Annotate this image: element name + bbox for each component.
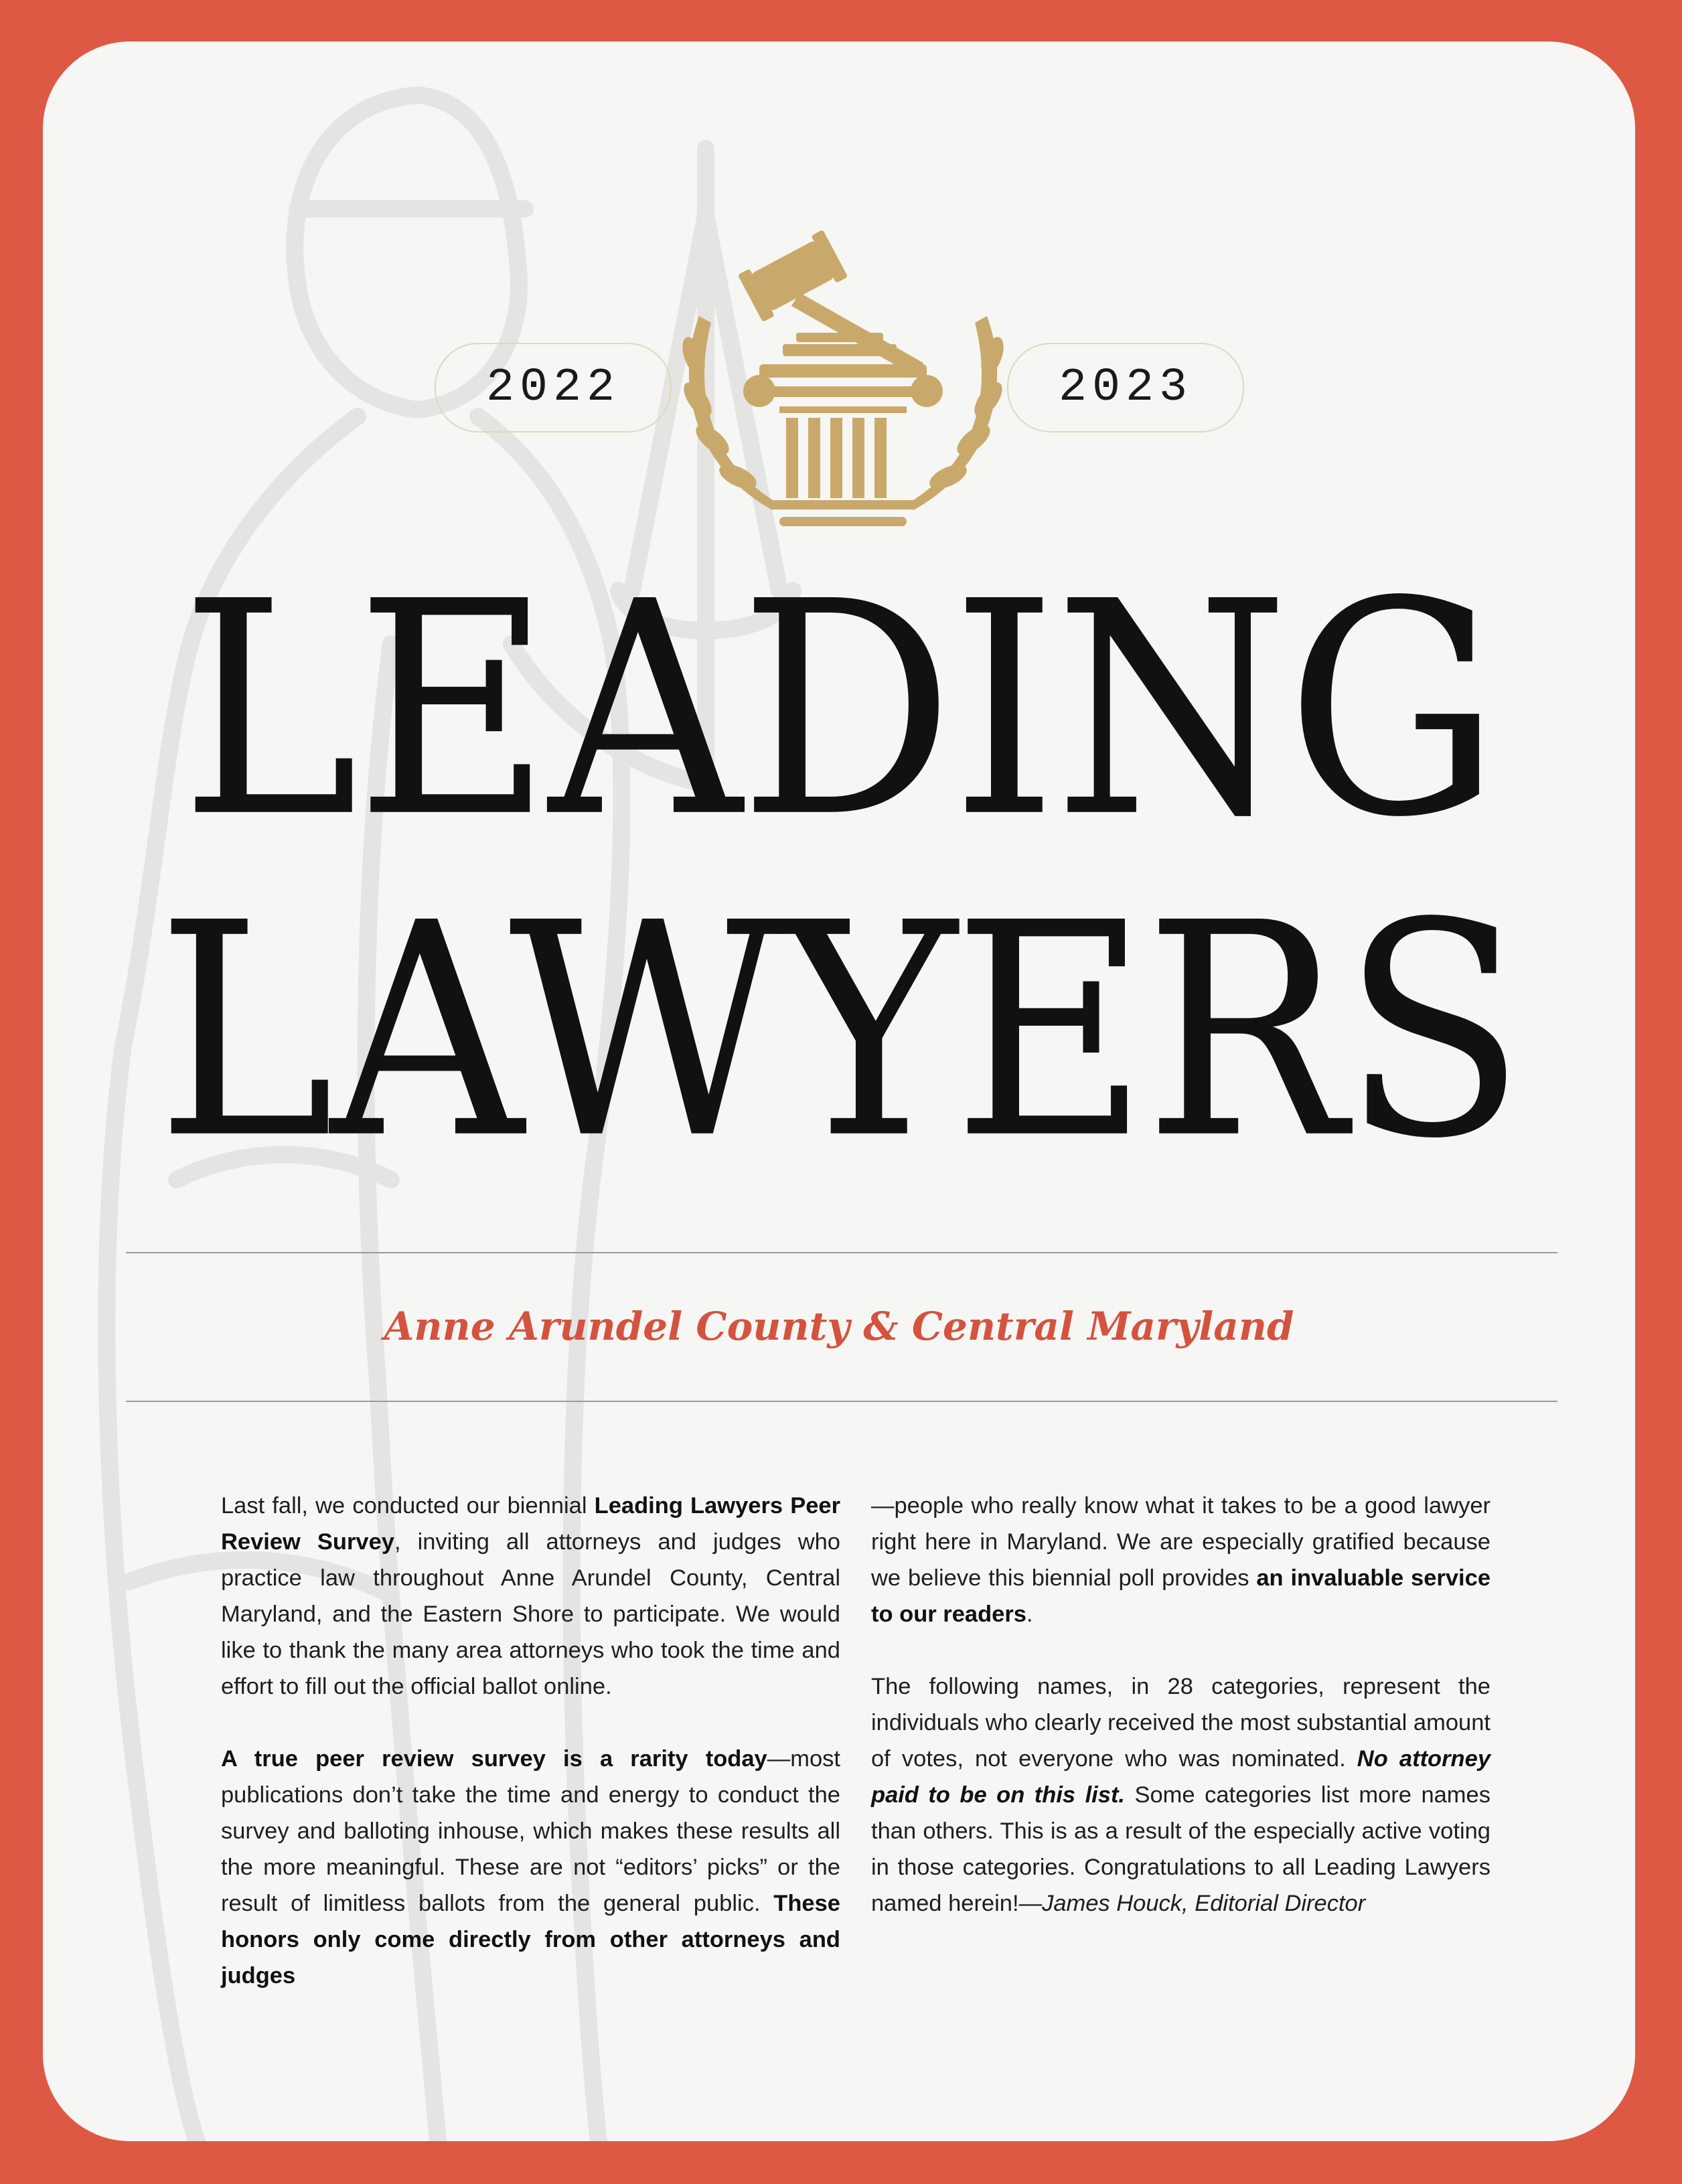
peer-review-paragraph: A true peer review survey is a rarity today—most publications don’t take the time and energy to conduct the survey and balloting inhouse, which makes these results all the more meaningful. These are not “editors’ picks” or the result of limitless ballots from the general public. These honors only come directly from other attorneys and judges: [221, 1746, 840, 1988]
year-end-label: 2023: [1007, 343, 1244, 433]
body-column-left: [221, 1488, 840, 2030]
gavel-column-laurel-emblem: [659, 216, 1027, 550]
editor-signature: —James Houck, Editorial Director: [1018, 1891, 1366, 1916]
intro-paragraph: Last fall, we conducted our biennial Leading Lawyers Peer Review Survey, inviting all attorneys and judges who practice law throughout Anne Arundel County, Central Maryland, and the Eastern Shore to participate. We would like to thank the many area attorneys who took the time and effort to fill out the official ballot online.: [221, 1493, 841, 1699]
page-card: [43, 42, 1635, 2141]
title-leading: LEADING: [180, 539, 1498, 882]
body-column-right: [871, 1488, 1490, 1958]
divider-bottom: [126, 1401, 1557, 1402]
region-subtitle: Anne Arundel County & Central Maryland: [384, 1304, 1294, 1349]
peer-review-paragraph-continued: —people who really know what it takes to be a good lawyer right here in Maryland. We are especially gratified because we believe this biennial poll provides an invaluable service to our readers.: [871, 1493, 1491, 1627]
year-start-label: 2022: [435, 343, 672, 433]
title-lawyers: LAWYERS: [156, 860, 1522, 1204]
categories-paragraph: The following names, in 28 categories, represent the individuals who clearly received the most substantial amount of votes, not everyone who was nominated. No attorney paid to be on this list. Some categories list more names than others. This is as a result of the especially active voting in those categories. Congratulations to all Leading Lawyers named herein!—James Houck, Editorial Director: [871, 1674, 1491, 1916]
divider-top: [126, 1252, 1557, 1253]
